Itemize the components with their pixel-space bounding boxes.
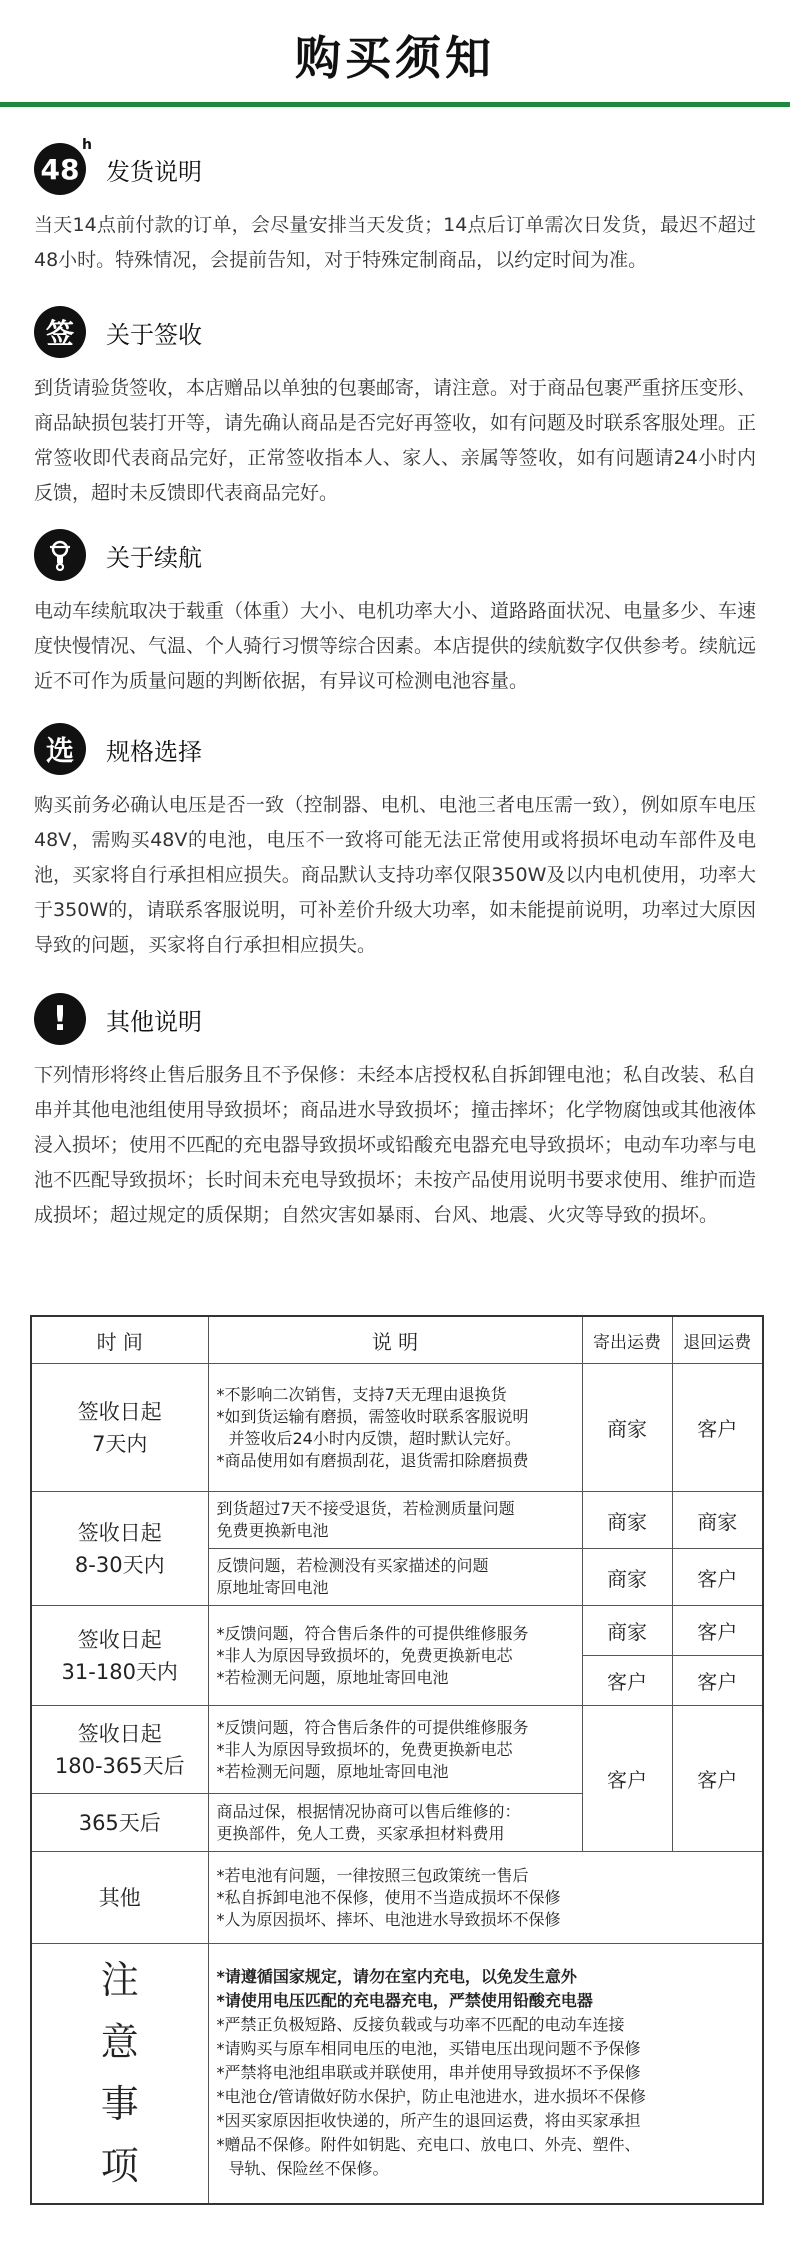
return-fee-cell: 客户 xyxy=(672,1656,763,1706)
notice-char: 意 xyxy=(100,2020,139,2065)
section-body: 电动车续航取决于载重（体重）大小、电机功率大小、道路路面状况、电量多少、车速度快慢情况、气温、个人骑行习惯等综合因素。本店提供的续航数字仅供参考。续航远近不可作为质量问题的判断依据，有异议可检测电池容量。 xyxy=(34,600,757,692)
desc-line: *赠品不保修。附件如钥匙、充电口、放电口、外壳、塑件、 xyxy=(216,2135,641,2155)
exclamation-badge-icon xyxy=(34,993,86,1045)
desc-line: *如到货运输有磨损，需签收时联系客服说明 xyxy=(216,1406,529,1426)
desc-line: 导轨、保险丝不保修。 xyxy=(228,2159,389,2179)
time-line: 签收日起 xyxy=(77,1721,162,1746)
return-fee-cell: 商家 xyxy=(672,1492,763,1549)
section-header xyxy=(34,992,202,1046)
time-line: 签收日起 xyxy=(77,1399,162,1424)
table-row xyxy=(31,1606,763,1656)
desc-line: *电池仓/管请做好防水保护，防止电池进水，进水损坏不保修 xyxy=(216,2087,646,2107)
desc-line: *不影响二次销售，支持7天无理由退换货 xyxy=(216,1384,507,1404)
notice-char: 事 xyxy=(100,2082,139,2127)
section-header xyxy=(34,722,202,776)
desc-line: *请购买与原车相同电压的电池，买错电压出现问题不予保修 xyxy=(216,2039,641,2059)
section-body: 下列情形将终止售后服务且不予保修：未经本店授权私自拆卸锂电池；私自改装、私自串并其他电池组使用导致损坏；商品进水导致损坏；撞击摔坏；化学物腐蚀或其他液体浸入损坏；使用不匹配的充电器导致损坏或铅酸充电器充电导致损坏；电动车功率与电池不匹配导致损坏；长时间未充电导致损坏；未按产品使用说明书要求使用、维护而造成损坏；超过规定的质保期；自然灾害如暴雨、台风、地震、火灾等导致的损坏。 xyxy=(34,1064,757,1226)
section-body: 当天14点前付款的订单，会尽量安排当天发货；14点后订单需次日发货，最迟不超过48小时。特殊情况，会提前告知，对于特殊定制商品，以约定时间为准。 xyxy=(34,214,756,271)
desc-line: 反馈问题，若检测没有买家描述的问题 xyxy=(216,1556,489,1575)
after-sales-table xyxy=(30,1315,764,2205)
table-row xyxy=(31,1706,763,1794)
time-cell xyxy=(31,1492,208,1606)
desc-cell xyxy=(208,1492,582,1549)
scooter-icon xyxy=(43,538,77,572)
header-time: 时 间 xyxy=(31,1316,208,1364)
desc-line: *严禁将电池组串联或并联使用，串并使用导致损坏不予保修 xyxy=(216,2063,641,2083)
desc-line: *请遵循国家规定，请勿在室内充电，以免发生意外 xyxy=(216,1967,577,1987)
table-row xyxy=(31,1492,763,1549)
desc-cell xyxy=(208,1794,582,1852)
ship-fee-cell: 客户 xyxy=(582,1656,672,1706)
section-title: 规格选择 xyxy=(106,737,202,766)
ship-fee-cell: 商家 xyxy=(582,1492,672,1549)
desc-line: *反馈问题，符合售后条件的可提供维修服务 xyxy=(216,1717,529,1737)
section-title: 其他说明 xyxy=(106,1007,202,1036)
desc-line: *反馈问题，符合售后条件的可提供维修服务 xyxy=(216,1623,529,1643)
section-title: 关于续航 xyxy=(106,543,202,572)
section-header xyxy=(34,137,202,196)
desc-cell xyxy=(208,1852,763,1944)
time-line: 7天内 xyxy=(92,1431,148,1456)
time-cell xyxy=(31,1606,208,1706)
ship-fee-cell: 客户 xyxy=(582,1706,672,1852)
section-title: 关于签收 xyxy=(106,320,202,349)
return-fee-cell: 客户 xyxy=(672,1706,763,1852)
page-title: 购买须知 xyxy=(295,31,495,85)
return-fee-cell: 客户 xyxy=(672,1606,763,1656)
scooter-badge-icon xyxy=(34,529,86,581)
section-header xyxy=(34,528,202,582)
desc-cell xyxy=(208,1549,582,1606)
table-header-row xyxy=(31,1316,763,1364)
sign-badge-icon xyxy=(34,306,86,358)
return-fee-cell: 客户 xyxy=(672,1549,763,1606)
desc-line: *非人为原因导致损坏的，免费更换新电芯 xyxy=(216,1739,513,1759)
desc-line: *私自拆卸电池不保修，使用不当造成损坏不保修 xyxy=(216,1887,561,1907)
desc-cell xyxy=(208,1706,582,1794)
table-row xyxy=(31,1852,763,1944)
table-row xyxy=(31,1364,763,1492)
badge-superscript: h xyxy=(82,137,92,153)
desc-cell xyxy=(208,1364,582,1492)
desc-line: *商品使用如有磨损刮花，退货需扣除磨损费 xyxy=(216,1450,529,1470)
header-ship-fee: 寄出运费 xyxy=(582,1316,672,1364)
badge-label: 签 xyxy=(45,317,74,350)
time-line: 180-365天后 xyxy=(54,1753,185,1778)
time-line: 8-30天内 xyxy=(74,1552,165,1577)
ship-fee-cell: 商家 xyxy=(582,1364,672,1492)
desc-line: *若电池有问题，一律按照三包政策统一售后 xyxy=(216,1865,529,1885)
notice-char: 项 xyxy=(100,2144,139,2189)
desc-line: 并签收后24小时内反馈，超时默认完好。 xyxy=(228,1428,521,1448)
time-line: 签收日起 xyxy=(77,1520,162,1545)
time-cell xyxy=(31,1364,208,1492)
title-divider xyxy=(0,102,790,107)
desc-line: 更换部件，免人工费，买家承担材料费用 xyxy=(216,1823,505,1843)
ship-fee-cell: 商家 xyxy=(582,1549,672,1606)
time-cell: 其他 xyxy=(31,1852,208,1944)
desc-cell xyxy=(208,1944,763,2204)
time-cell: 365天后 xyxy=(31,1794,208,1852)
section-header xyxy=(34,305,202,359)
desc-cell xyxy=(208,1606,582,1706)
section-body: 购买前务必确认电压是否一致（控制器、电机、电池三者电压需一致），例如原车电压48V，需购买48V的电池，电压不一致将可能无法正常使用或将损坏电动车部件及电池，买家将自行承担相应损失。商品默认支持功率仅限350W及以内电机使用，功率大于350W的，请联系客服说明，可补差价升级大功率，如未能提前说明，功率过大原因导致的问题，买家将自行承担相应损失。 xyxy=(34,794,756,956)
desc-line: 商品过保，根据情况协商可以售后维修的： xyxy=(216,1801,521,1821)
header-return-fee: 退回运费 xyxy=(672,1316,763,1364)
desc-line: *因买家原因拒收快递的，所产生的退回运费，将由买家承担 xyxy=(216,2111,641,2131)
desc-line: *非人为原因导致损坏的，免费更换新电芯 xyxy=(216,1645,513,1665)
desc-line: 免费更换新电池 xyxy=(216,1521,329,1540)
badge-label: 选 xyxy=(45,734,74,767)
time-cell xyxy=(31,1706,208,1794)
section-body: 到货请验货签收，本店赠品以单独的包裹邮寄，请注意。对于商品包裹严重挤压变形、商品缺损包装打开等，请先确认商品是否完好再签收，如有问题及时联系客服处理。正常签收即代表商品完好，正常签收指本人、家人、亲属等签收，如有问题请24小时内反馈，超时未反馈即代表商品完好。 xyxy=(34,377,757,504)
select-badge-icon xyxy=(34,723,86,775)
time-line: 签收日起 xyxy=(77,1627,162,1652)
desc-line: *请使用电压匹配的充电器充电，严禁使用铅酸充电器 xyxy=(216,1991,593,2011)
header-desc: 说 明 xyxy=(208,1316,582,1364)
badge-label: ! xyxy=(52,999,68,1039)
desc-line: 到货超过7天不接受退货，若检测质量问题 xyxy=(216,1499,515,1518)
desc-line: *严禁正负极短路、反接负载或与功率不匹配的电动车连接 xyxy=(216,2015,625,2035)
section-title: 发货说明 xyxy=(106,157,202,186)
notice-cell xyxy=(31,1944,208,2204)
desc-line: 原地址寄回电池 xyxy=(216,1578,329,1597)
return-fee-cell: 客户 xyxy=(672,1364,763,1492)
table-row xyxy=(31,1944,763,2204)
time-line: 31-180天内 xyxy=(61,1659,178,1684)
desc-line: *若检测无问题，原地址寄回电池 xyxy=(216,1667,449,1687)
ship-fee-cell: 商家 xyxy=(582,1606,672,1656)
badge-label: 48 xyxy=(40,152,80,186)
notice-char: 注 xyxy=(100,1958,139,2003)
desc-line: *若检测无问题，原地址寄回电池 xyxy=(216,1761,449,1781)
desc-line: *人为原因损坏、摔坏、电池进水导致损坏不保修 xyxy=(216,1909,561,1929)
48h-badge-icon xyxy=(34,137,92,195)
